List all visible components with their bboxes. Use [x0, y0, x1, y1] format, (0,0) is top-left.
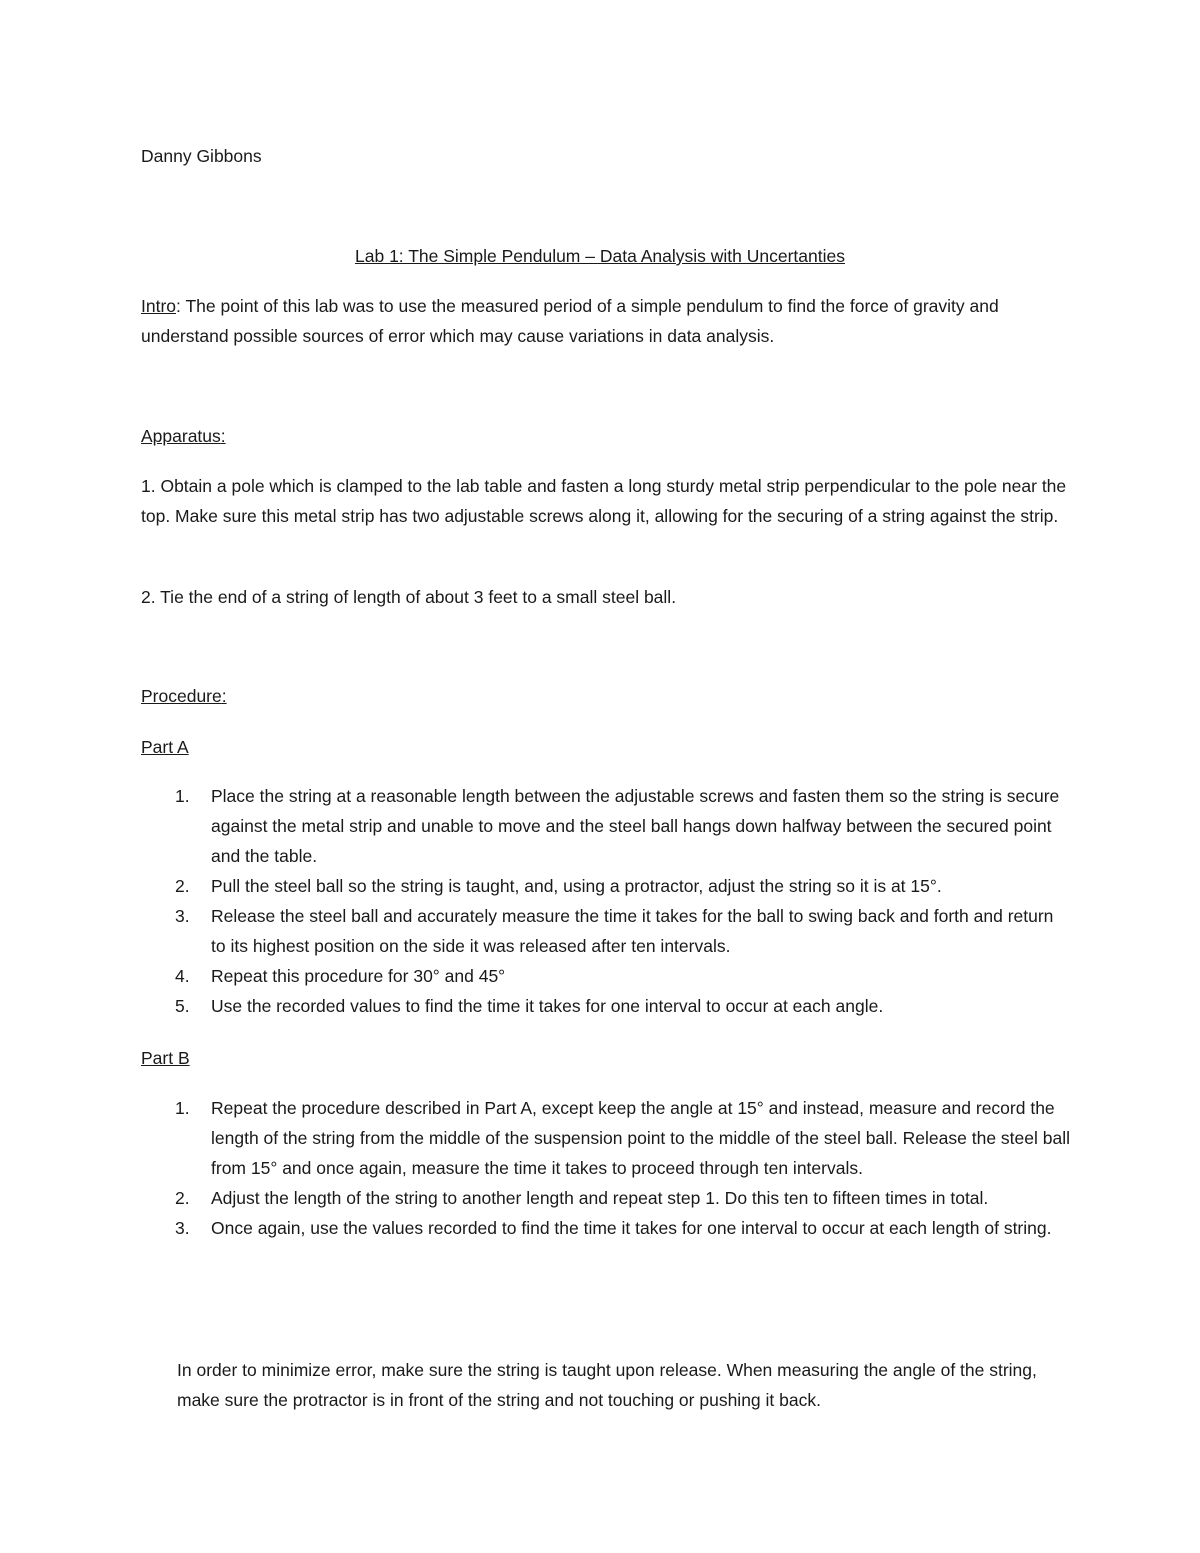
step-text: Release the steel ball and accurately measure the time it takes for the ball to swing back and forth and return to its highest position on the side it was released after ten intervals. [211, 906, 1054, 956]
apparatus-item-1: 1. Obtain a pole which is clamped to the lab table and fasten a long sturdy metal strip perpendicular to the pole near the top. Make sure this metal strip has two adjustable screws along it, allowing for the securing of a string against the strip. [141, 476, 1067, 526]
apparatus-heading-colon: : [220, 426, 226, 446]
intro-colon: : [176, 296, 181, 316]
step-number: 5. [175, 996, 190, 1016]
list-item [141, 781, 1071, 871]
part-a-heading: Part A [141, 737, 189, 757]
intro-label: Intro [141, 296, 177, 316]
step-text: Repeat the procedure described in Part A, except keep the angle at 15° and instead, measure and record the length of the string from the middle of the suspension point to the middle of the steel ball. Release the steel ball from 15° and once again, measure the time it takes to proceed through ten intervals. [211, 1098, 1070, 1178]
intro-paragraph [141, 291, 1071, 351]
procedure-heading [141, 681, 1071, 711]
step-number: 3. [175, 1218, 190, 1238]
intro-text: The point of this lab was to use the measured period of a simple pendulum to find the force of gravity and understand possible sources of error which may cause variations in data analysis. [141, 296, 999, 346]
apparatus-heading-label: Apparatus [141, 426, 221, 446]
error-note: In order to minimize error, make sure the string is taught upon release. When measuring the angle of the string, make sure the protractor is in front of the string and not touching or pushing it back. [177, 1360, 1037, 1410]
apparatus-heading [141, 421, 1071, 451]
step-number: 2. [175, 876, 190, 896]
step-text: Use the recorded values to find the time it takes for one interval to occur at each angle. [211, 996, 884, 1016]
part-b-heading: Part B [141, 1048, 190, 1068]
author-name: Danny Gibbons [141, 146, 262, 166]
step-text: Adjust the length of the string to another length and repeat step 1. Do this ten to fifteen times in total. [211, 1188, 989, 1208]
list-item [141, 901, 1071, 961]
list-item [141, 991, 1071, 1021]
list-item [141, 961, 1071, 991]
list-item [141, 1183, 1071, 1213]
list-item [141, 1213, 1071, 1243]
step-number: 3. [175, 906, 190, 926]
procedure-heading-label: Procedure [141, 686, 222, 706]
list-item [141, 871, 1071, 901]
step-number: 1. [175, 786, 190, 806]
step-text: Once again, use the values recorded to find the time it takes for one interval to occur at each length of string. [211, 1218, 1052, 1238]
step-text: Repeat this procedure for 30° and 45° [211, 966, 506, 986]
step-number: 4. [175, 966, 190, 986]
part-b-steps [141, 1093, 1071, 1243]
procedure-heading-colon: : [221, 686, 227, 706]
step-text: Pull the steel ball so the string is taught, and, using a protractor, adjust the string so it is at 15°. [211, 876, 942, 896]
step-text: Place the string at a reasonable length between the adjustable screws and fasten them so the string is secure against the metal strip and unable to move and the steel ball hangs down halfway between the secured point and the table. [211, 786, 1060, 866]
apparatus-item-2: 2. Tie the end of a string of length of about 3 feet to a small steel ball. [141, 587, 677, 607]
document-title: Lab 1: The Simple Pendulum – Data Analysis with Uncertanties [355, 246, 845, 266]
step-number: 2. [175, 1188, 190, 1208]
step-number: 1. [175, 1098, 190, 1118]
part-a-steps [141, 781, 1071, 1021]
list-item [141, 1093, 1071, 1183]
